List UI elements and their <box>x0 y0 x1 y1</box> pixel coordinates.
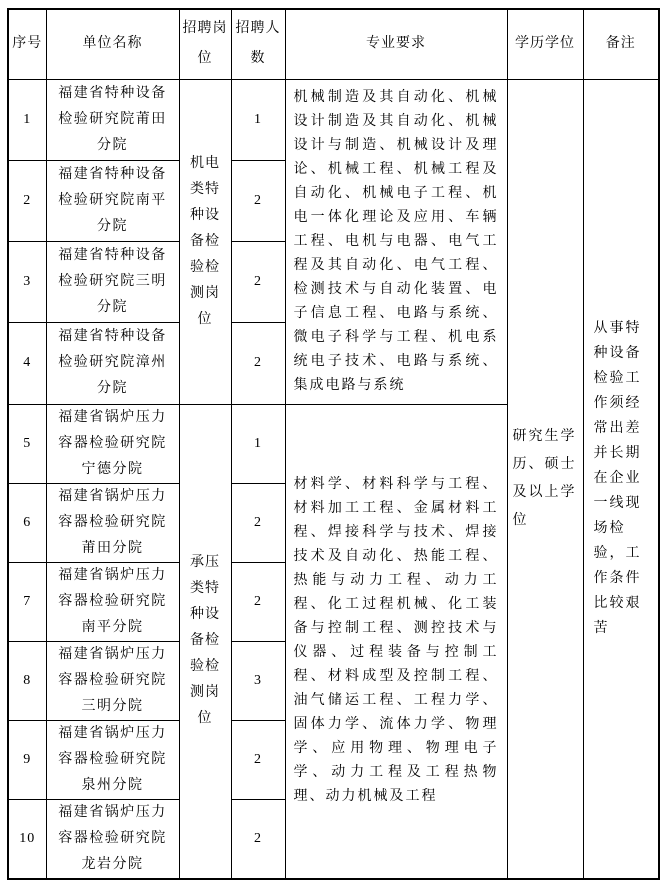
cell-count: 3 <box>231 641 285 720</box>
cell-unit-name: 福建省特种设备检验研究院漳州分院 <box>46 323 179 404</box>
cell-serial: 2 <box>8 160 46 241</box>
cell-unit-name: 福建省特种设备检验研究院南平分院 <box>46 160 179 241</box>
header-no: 序号 <box>8 9 46 79</box>
header-unit: 单位名称 <box>46 9 179 79</box>
header-count: 招聘人数 <box>231 9 285 79</box>
cell-major-pressure: 材料学、材料科学与工程、材料加工工程、金属材料工程、焊接科学与技术、焊接技术及自动化、热能工程、热能与动力工程、动力工程、化工过程机械、化工装备与控制工程、测控技术与仪器、过程装备与控制工程、材料成型及控制工程、油气储运工程、工程力学、固体力学、流体力学、物理学、应用物理、物理电子学、动力工程及工程热物理、动力机械及工程 <box>285 404 507 879</box>
cell-unit-name: 福建省特种设备检验研究院三明分院 <box>46 242 179 323</box>
cell-count: 1 <box>231 79 285 160</box>
cell-major-mechatronics: 机械制造及其自动化、机械设计制造及其自动化、机械设计与制造、机械设计及理论、机械工程、机械工程及自动化、机械电子工程、机电一体化理论及应用、车辆工程、电机与电器、电气工程及其自动化、电气工程、检测技术与自动化装置、电子信息工程、电路与系统、微电子科学与工程、机电系统电子技术、电路与系统、集成电路与系统 <box>285 79 507 404</box>
cell-unit-name: 福建省特种设备检验研究院莆田分院 <box>46 79 179 160</box>
cell-count: 2 <box>231 483 285 562</box>
cell-serial: 9 <box>8 720 46 799</box>
cell-serial: 6 <box>8 483 46 562</box>
cell-unit-name: 福建省锅炉压力容器检验研究院泉州分院 <box>46 720 179 799</box>
cell-count: 2 <box>231 562 285 641</box>
header-remark: 备注 <box>583 9 659 79</box>
cell-education: 研究生学历、硕士及以上学位 <box>507 79 583 879</box>
cell-count: 2 <box>231 720 285 799</box>
cell-unit-name: 福建省锅炉压力容器检验研究院龙岩分院 <box>46 799 179 879</box>
cell-unit-name: 福建省锅炉压力容器检验研究院莆田分院 <box>46 483 179 562</box>
cell-position-pressure: 承压类特种设备检验检测岗位 <box>179 404 231 879</box>
cell-remark: 从事特种设备检验工作须经常出差并长期在企业一线现场检验，工作条件比较艰苦 <box>583 79 659 879</box>
cell-serial: 3 <box>8 242 46 323</box>
cell-count: 2 <box>231 160 285 241</box>
cell-position-mechatronics: 机电类特种设备检验检测岗位 <box>179 79 231 404</box>
cell-count: 2 <box>231 799 285 879</box>
header-position: 招聘岗位 <box>179 9 231 79</box>
cell-serial: 10 <box>8 799 46 879</box>
header-education: 学历学位 <box>507 9 583 79</box>
cell-count: 2 <box>231 323 285 404</box>
header-row <box>8 9 659 79</box>
cell-serial: 4 <box>8 323 46 404</box>
cell-count: 1 <box>231 404 285 483</box>
cell-unit-name: 福建省锅炉压力容器检验研究院三明分院 <box>46 641 179 720</box>
header-major: 专业要求 <box>285 9 507 79</box>
recruitment-table <box>7 8 660 880</box>
cell-unit-name: 福建省锅炉压力容器检验研究院宁德分院 <box>46 404 179 483</box>
cell-serial: 7 <box>8 562 46 641</box>
table-row <box>8 79 659 160</box>
cell-serial: 8 <box>8 641 46 720</box>
cell-serial: 5 <box>8 404 46 483</box>
cell-serial: 1 <box>8 79 46 160</box>
cell-count: 2 <box>231 242 285 323</box>
cell-unit-name: 福建省锅炉压力容器检验研究院南平分院 <box>46 562 179 641</box>
